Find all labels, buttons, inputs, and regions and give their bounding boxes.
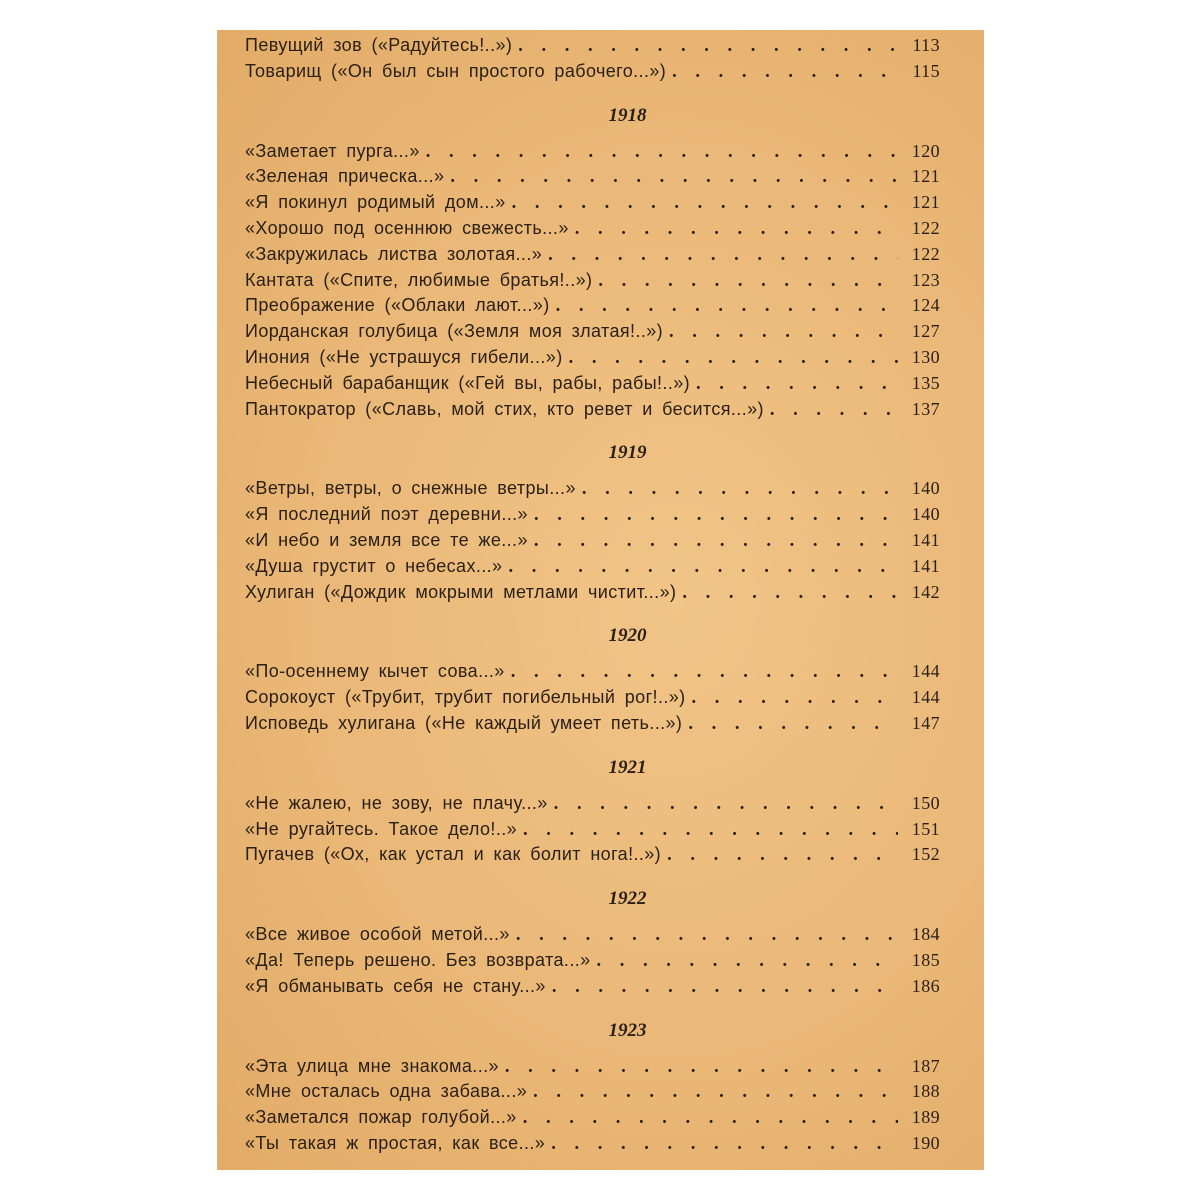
year-heading: 1920 xyxy=(608,625,647,647)
entry-title: «Ветры, ветры, о снежные ветры...» xyxy=(245,478,576,499)
toc-entry[interactable] xyxy=(245,817,940,843)
page-number: 147 xyxy=(911,712,940,733)
entry-title: Пантократор («Славь, мой стих, кто ревет и бесится...») xyxy=(245,398,764,419)
toc-entry[interactable] xyxy=(245,476,940,502)
dot-leader xyxy=(426,140,898,166)
year-heading: 1922 xyxy=(608,888,647,910)
toc-entry[interactable] xyxy=(245,554,940,580)
entry-title: «Да! Теперь решено. Без возврата...» xyxy=(245,949,591,970)
page-number: 122 xyxy=(911,217,940,238)
entry-title: Небесный барабанщик («Гей вы, рабы, рабы!..») xyxy=(245,372,691,393)
page-number: 189 xyxy=(911,1107,940,1128)
dot-leader xyxy=(575,217,898,243)
dot-leader xyxy=(516,923,898,949)
toc-entry[interactable] xyxy=(245,164,940,190)
page-number: 115 xyxy=(912,60,940,81)
dot-leader xyxy=(556,294,898,320)
entry-title: «Ты такая ж простая, как все...» xyxy=(245,1132,546,1153)
toc-entry[interactable] xyxy=(245,711,940,737)
toc-entry[interactable] xyxy=(245,242,940,268)
dot-leader xyxy=(523,1106,898,1132)
section-gap xyxy=(245,649,940,659)
entry-title: «Я обманывать себя не стану...» xyxy=(245,975,546,996)
section-gap xyxy=(245,129,940,139)
toc-entry[interactable] xyxy=(245,190,940,216)
dot-leader xyxy=(512,191,898,217)
section-gap xyxy=(245,1000,940,1018)
table-of-contents xyxy=(245,33,940,1157)
year-heading: 1918 xyxy=(608,104,647,126)
entry-title: «Не ругайтесь. Такое дело!..» xyxy=(245,818,518,839)
page-number: 137 xyxy=(911,398,940,419)
page-number: 141 xyxy=(911,529,940,550)
dot-leader xyxy=(692,686,898,712)
section-gap xyxy=(245,781,940,791)
toc-entry[interactable] xyxy=(245,685,940,711)
entry-title: «Хорошо под осеннюю свежесть...» xyxy=(245,217,569,238)
toc-entry[interactable] xyxy=(245,1079,940,1105)
dot-leader xyxy=(551,1132,898,1158)
dot-leader xyxy=(518,34,898,60)
page-number: 135 xyxy=(911,372,940,393)
toc-entry[interactable] xyxy=(245,1131,940,1157)
dot-leader xyxy=(770,398,898,424)
entry-title: Певущий зов («Радуйтесь!..») xyxy=(245,35,513,55)
page-number: 187 xyxy=(911,1055,940,1076)
dot-leader xyxy=(533,1080,898,1106)
dot-leader xyxy=(548,243,898,269)
page-number: 130 xyxy=(911,346,940,367)
toc-entry[interactable] xyxy=(245,33,940,59)
dot-leader xyxy=(682,581,898,607)
page-number: 152 xyxy=(911,844,940,865)
dot-leader xyxy=(582,477,898,503)
dot-leader xyxy=(534,503,898,529)
dot-leader xyxy=(598,269,898,295)
entry-title: Кантата («Спите, любимые братья!..») xyxy=(245,269,593,290)
toc-entry[interactable] xyxy=(245,528,940,554)
section-gap xyxy=(245,466,940,476)
section-gap xyxy=(245,737,940,755)
entry-title: Инония («Не устрашуся гибели...») xyxy=(245,346,563,367)
dot-leader xyxy=(669,320,898,346)
dot-leader xyxy=(667,843,898,869)
entry-title: Иорданская голубица («Земля моя златая!..») xyxy=(245,321,664,342)
dot-leader xyxy=(523,818,898,844)
year-heading: 1921 xyxy=(608,756,647,778)
toc-entry[interactable] xyxy=(245,659,940,685)
entry-title: «Душа грустит о небесах...» xyxy=(245,555,503,576)
toc-entry[interactable] xyxy=(245,580,940,606)
page-number: 144 xyxy=(911,661,940,682)
toc-entry[interactable] xyxy=(245,371,940,397)
toc-entry[interactable] xyxy=(245,319,940,345)
page-number: 127 xyxy=(911,321,940,342)
page-number: 121 xyxy=(911,166,940,187)
entry-title: Хулиган («Дождик мокрыми метлами чистит...») xyxy=(245,581,677,602)
section-gap xyxy=(245,422,940,440)
toc-entry[interactable] xyxy=(245,974,940,1000)
page-number: 123 xyxy=(911,269,940,290)
dot-leader xyxy=(505,1055,898,1081)
entry-title: «Заметался пожар голубой...» xyxy=(245,1107,517,1128)
year-heading: 1919 xyxy=(608,442,647,464)
entry-title: «Все живое особой метой...» xyxy=(245,924,510,945)
dot-leader xyxy=(696,372,898,398)
entry-title: Преображение («Облаки лают...») xyxy=(245,295,550,316)
page-number: 144 xyxy=(911,687,940,708)
dot-leader xyxy=(597,949,898,975)
toc-entry[interactable] xyxy=(245,1105,940,1131)
dot-leader xyxy=(552,975,898,1001)
toc-entry[interactable] xyxy=(245,1054,940,1080)
section-gap xyxy=(245,605,940,623)
toc-entry[interactable] xyxy=(245,948,940,974)
page-number: 120 xyxy=(911,140,940,161)
entry-title: Исповедь хулигана («Не каждый умеет петь...») xyxy=(245,712,683,733)
toc-entry[interactable] xyxy=(245,59,940,85)
toc-entry[interactable] xyxy=(245,397,940,423)
section-gap xyxy=(245,1044,940,1054)
dot-leader xyxy=(508,555,898,581)
toc-entry[interactable] xyxy=(245,502,940,528)
toc-entry[interactable] xyxy=(245,293,940,319)
dot-leader xyxy=(450,165,898,191)
dot-leader xyxy=(688,712,898,738)
page-number: 186 xyxy=(911,975,940,996)
entry-title: «Не жалею, не зову, не плачу...» xyxy=(245,792,548,813)
page-number: 184 xyxy=(911,924,940,945)
dot-leader xyxy=(534,529,898,555)
dot-leader xyxy=(672,60,898,86)
entry-title: Сорокоуст («Трубит, трубит погибельный рог!..») xyxy=(245,687,686,708)
section-gap xyxy=(245,912,940,922)
page-number: 140 xyxy=(911,504,940,525)
section-gap xyxy=(245,85,940,103)
entry-title: «По-осеннему кычет сова...» xyxy=(245,661,505,682)
toc-entry[interactable] xyxy=(245,345,940,371)
section-gap xyxy=(245,868,940,886)
dot-leader xyxy=(554,792,898,818)
page-number: 188 xyxy=(911,1081,940,1102)
page-number: 142 xyxy=(911,581,940,602)
toc-entry[interactable] xyxy=(245,268,940,294)
entry-title: Пугачев («Ох, как устал и как болит нога!..») xyxy=(245,844,662,865)
book-page xyxy=(217,30,984,1170)
entry-title: «Зеленая прическа...» xyxy=(245,166,445,187)
toc-entry[interactable] xyxy=(245,922,940,948)
toc-entry[interactable] xyxy=(245,842,940,868)
page-number: 151 xyxy=(911,818,940,839)
year-heading: 1923 xyxy=(608,1019,647,1041)
toc-entry[interactable] xyxy=(245,791,940,817)
page-number: 185 xyxy=(911,949,940,970)
page-number: 140 xyxy=(911,478,940,499)
entry-title: «Я последний поэт деревни...» xyxy=(245,504,528,525)
toc-entry[interactable] xyxy=(245,216,940,242)
entry-title: «Эта улица мне знакома...» xyxy=(245,1055,499,1076)
page-number: 124 xyxy=(911,295,940,316)
page-number: 141 xyxy=(911,555,940,576)
page-number: 113 xyxy=(912,35,940,55)
dot-leader xyxy=(511,660,898,686)
page-number: 122 xyxy=(911,243,940,264)
entry-title: Товарищ («Он был сын простого рабочего...») xyxy=(245,60,667,81)
entry-title: «Мне осталась одна забава...» xyxy=(245,1081,528,1102)
page-number: 190 xyxy=(911,1132,940,1153)
dot-leader xyxy=(569,346,898,372)
entry-title: «И небо и земля все те же...» xyxy=(245,529,528,550)
page-number: 121 xyxy=(911,192,940,213)
page-number: 150 xyxy=(911,792,940,813)
entry-title: «Закружилась листва золотая...» xyxy=(245,243,543,264)
entry-title: «Я покинул родимый дом...» xyxy=(245,192,506,213)
entry-title: «Заметает пурга...» xyxy=(245,140,420,161)
toc-entry[interactable] xyxy=(245,139,940,165)
